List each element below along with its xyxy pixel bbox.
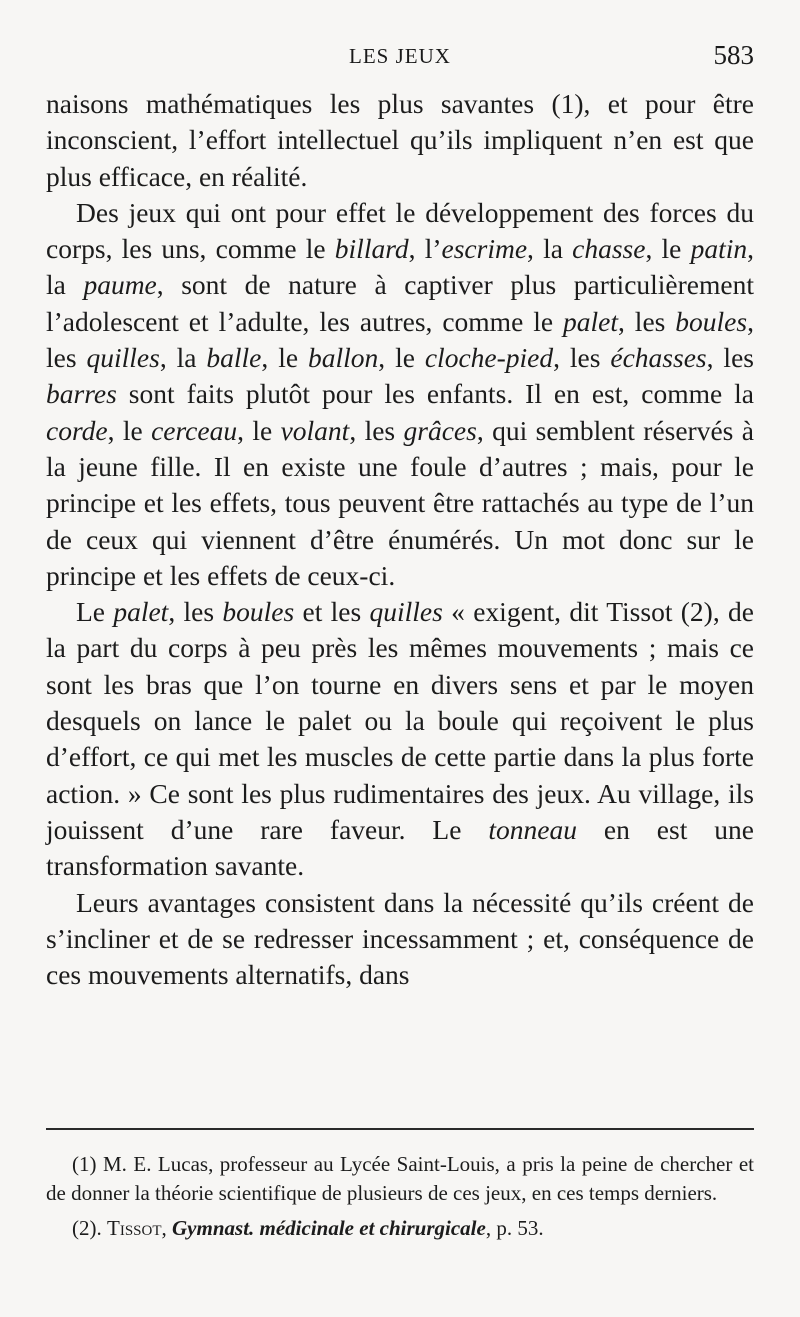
italic-text: corde xyxy=(46,414,108,446)
italic-text: volant xyxy=(280,414,350,446)
text-run: , le xyxy=(378,342,425,374)
italic-text: boules xyxy=(222,596,295,628)
running-head: LES JEUX xyxy=(349,44,451,68)
italic-text: boules xyxy=(675,305,748,337)
text-run: , la xyxy=(159,342,207,374)
text-run: sont faits plutôt pour les enfants. Il en est, comme la xyxy=(116,378,754,410)
text-run: , les xyxy=(168,596,223,628)
italic-text: cloche-pied xyxy=(424,342,554,374)
text-run: , les xyxy=(618,305,676,337)
footnotes xyxy=(46,1150,754,1249)
italic-text: chasse xyxy=(572,233,646,265)
text-run: et les xyxy=(294,596,370,628)
text-run: , la xyxy=(46,233,754,301)
paragraph xyxy=(46,195,754,594)
text-run: , les xyxy=(46,305,754,374)
paragraph xyxy=(46,885,754,994)
text-run: Des jeux qui ont pour effet le développement des forces du corps, les uns, comme le xyxy=(46,196,754,265)
paragraph xyxy=(46,86,754,195)
italic-text: billard xyxy=(334,233,409,265)
text-run: , l’ xyxy=(408,233,442,265)
italic-text: patin xyxy=(690,233,748,265)
italic-text: paume xyxy=(83,269,157,301)
page-header xyxy=(46,40,754,80)
italic-text: ballon xyxy=(307,342,379,374)
text-run: , qui semblent réservés à la jeune fille. Il en existe une foule d’autres ; mais, pour le principe et les effets, tous peuvent être rattachés au type de l’un de ceux qui viennent d’être énumérés. Un mot donc sur le principe et les effets de ceux-ci. xyxy=(46,414,754,591)
text-run: , le xyxy=(645,233,691,265)
footnote-divider xyxy=(46,1128,754,1130)
italic-text: palet xyxy=(563,305,618,337)
italic-text: balle xyxy=(206,342,262,374)
body-text xyxy=(46,86,754,993)
italic-text: grâces xyxy=(403,414,477,446)
text-run: , sont de nature à captiver plus particulièrement l’adolescent et l’adulte, les autres, comme le xyxy=(46,269,754,337)
text-run: , les xyxy=(553,342,611,374)
italic-text: escrime xyxy=(441,233,528,265)
text-run: « exigent, dit Tissot (2), de la part du corps à peu près les mêmes mouvements ; mais ce sont les bras que l’on tourne en divers sens et par le moyen desquels on lance le palet ou la boule qui reçoivent le plus d’effort, ce qui met les muscles de cette partie dans la plus forte action. » Ce sont les plus rudimentaires des jeux. Au village, ils jouissent d’une rare faveur. Le xyxy=(46,596,754,845)
italic-text: quilles xyxy=(86,342,160,374)
italic-text: tonneau xyxy=(488,813,577,845)
italic-text: quilles xyxy=(369,596,443,628)
text-run: Leurs avantages consistent dans la nécessité qu’ils créent de s’incliner et de se redresser incessamment ; et, conséquence de ces mouvements alternatifs, dans xyxy=(46,886,754,991)
footnote-1 xyxy=(46,1150,754,1208)
footnote-2 xyxy=(46,1214,754,1243)
italic-text: échasses xyxy=(610,342,707,374)
text-run: , les xyxy=(706,342,754,374)
text-run: (2). xyxy=(72,1216,107,1240)
text-run: , la xyxy=(527,233,573,265)
text-run: , xyxy=(161,1216,173,1240)
page-number: 583 xyxy=(713,40,754,70)
italic-text: palet xyxy=(113,596,169,628)
text-run: (1) M. E. Lucas, professeur au Lycée Saint-Louis, a pris la peine de chercher et de donner la théorie scientifique de plusieurs de ces jeux, en ces temps derniers. xyxy=(46,1152,754,1205)
italic-text: barres xyxy=(46,378,117,410)
text-run: , les xyxy=(349,414,404,446)
text-run: , le xyxy=(107,414,152,446)
text-run: naisons mathématiques les plus savantes (1), et pour être inconscient, l’effort intellectuel qu’ils impliquent n’en est que plus efficace, en réalité. xyxy=(46,88,754,192)
italic-text: cerceau xyxy=(151,414,238,446)
text-run: Le xyxy=(76,596,114,628)
text-run: , le xyxy=(261,342,308,374)
text-run: , le xyxy=(237,414,281,446)
text-run: en est une transformation savante. xyxy=(46,813,754,882)
small-caps-text: Tissot xyxy=(107,1216,162,1240)
italic-text: Gymnast. médicinale et chirurgicale xyxy=(172,1216,486,1240)
paragraph xyxy=(46,594,754,884)
text-run: , p. 53. xyxy=(485,1216,544,1240)
